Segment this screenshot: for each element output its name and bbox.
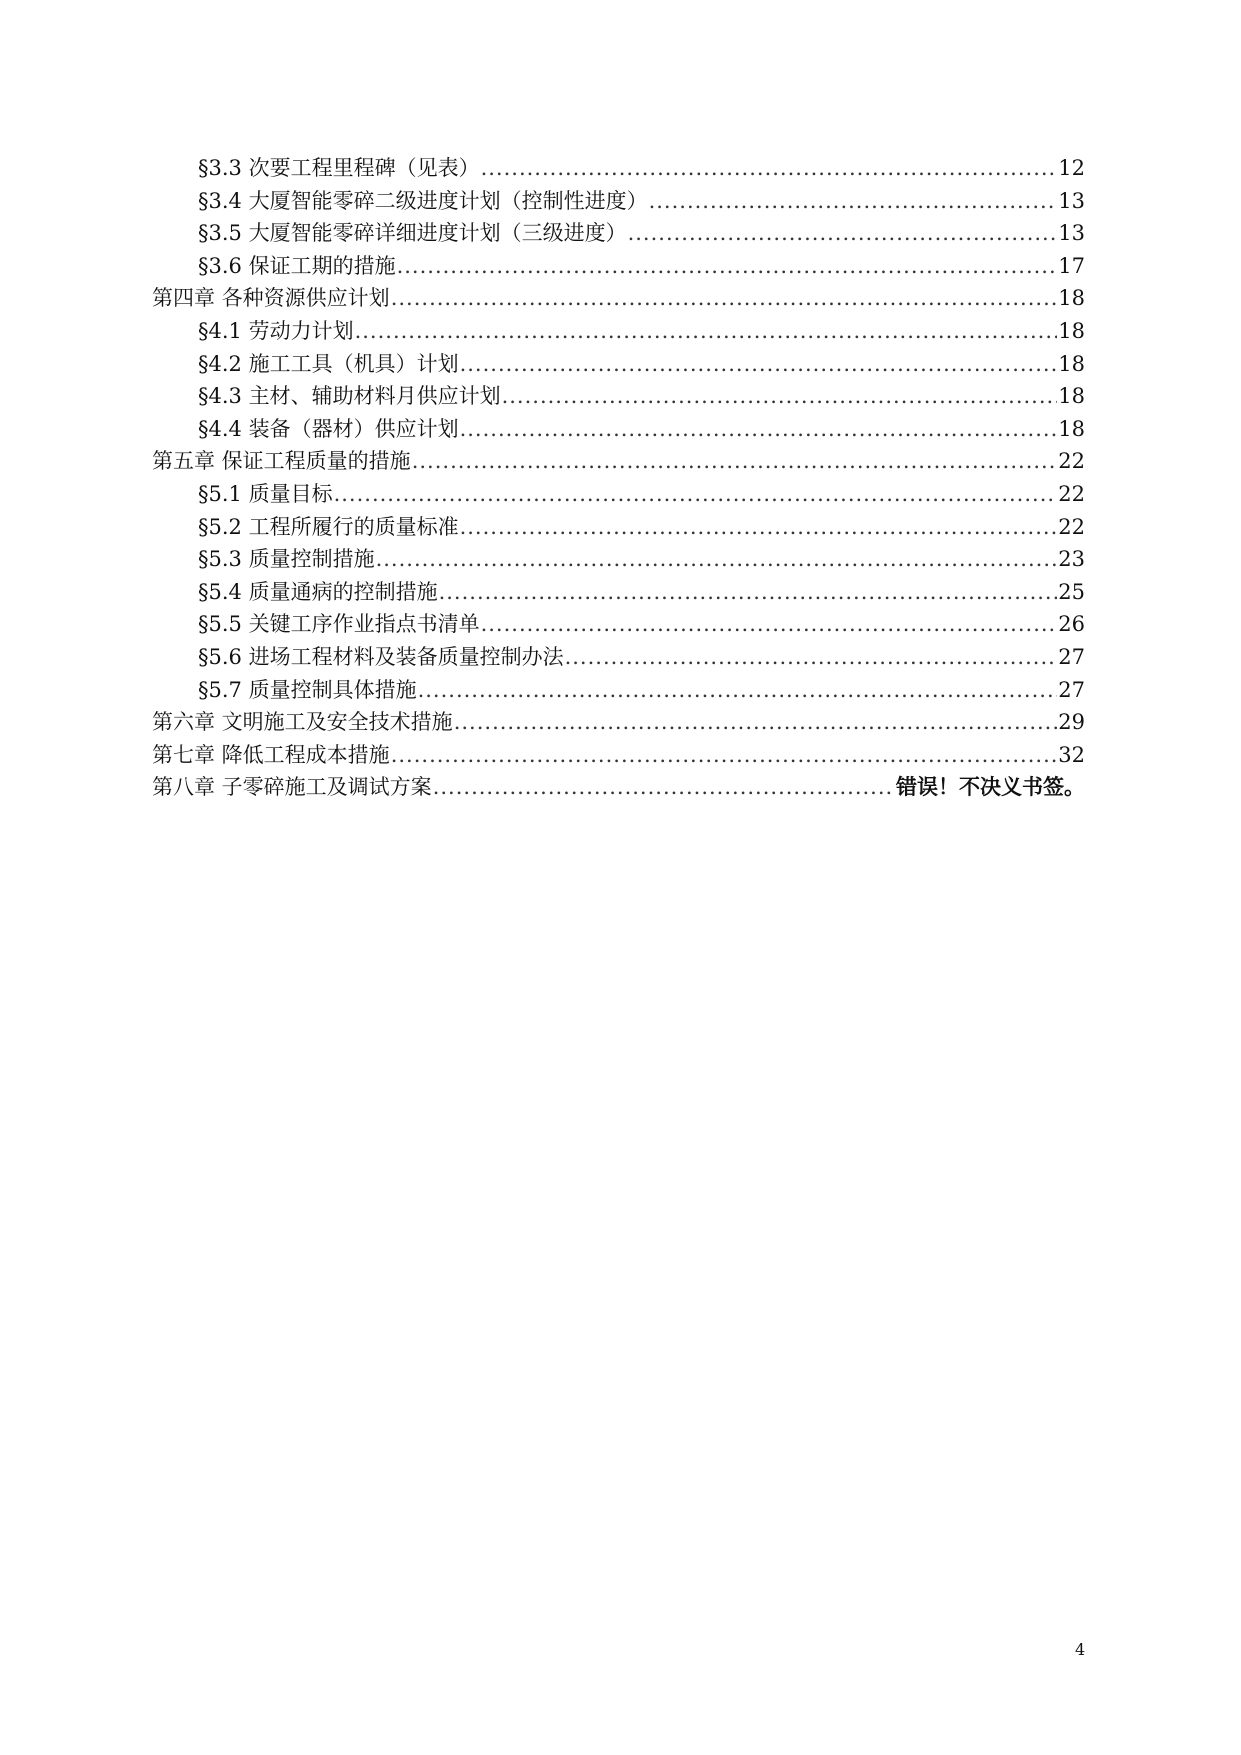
toc-dot-leader bbox=[502, 380, 1058, 413]
toc-section-entry[interactable] bbox=[152, 315, 1085, 348]
toc-dot-leader bbox=[391, 739, 1058, 772]
toc-section-entry[interactable] bbox=[152, 217, 1085, 250]
toc-chapter-entry[interactable] bbox=[152, 706, 1085, 739]
toc-entry-page: 13 bbox=[1058, 188, 1085, 213]
toc-dot-leader bbox=[460, 413, 1058, 446]
toc-entry-label: 第七章 降低工程成本措施 bbox=[152, 742, 390, 767]
table-of-contents bbox=[152, 152, 1085, 804]
toc-entry-label: §5.4 质量通病的控制措施 bbox=[198, 579, 438, 604]
toc-section-entry[interactable] bbox=[152, 348, 1085, 381]
toc-entry-page: 25 bbox=[1058, 579, 1085, 604]
toc-entry-label: 第八章 子零碎施工及调试方案 bbox=[152, 775, 432, 800]
toc-section-entry[interactable] bbox=[152, 641, 1085, 674]
toc-dot-leader bbox=[376, 543, 1058, 576]
toc-dot-leader bbox=[433, 771, 895, 804]
toc-entry-label: §5.6 进场工程材料及装备质量控制办法 bbox=[198, 644, 564, 669]
toc-entry-label: §4.4 装备（器材）供应计划 bbox=[198, 416, 459, 441]
toc-section-entry[interactable] bbox=[152, 511, 1085, 544]
toc-section-entry[interactable] bbox=[152, 608, 1085, 641]
toc-entry-page: 32 bbox=[1058, 742, 1085, 767]
toc-entry-label: §5.5 关键工序作业指点书清单 bbox=[198, 612, 480, 637]
toc-section-entry[interactable] bbox=[152, 576, 1085, 609]
toc-entry-label: §5.2 工程所履行的质量标准 bbox=[198, 514, 459, 539]
toc-entry-page: 12 bbox=[1058, 156, 1085, 180]
toc-dot-leader bbox=[460, 348, 1058, 381]
toc-dot-leader bbox=[391, 282, 1058, 315]
toc-entry-label: §3.6 保证工期的措施 bbox=[198, 253, 396, 278]
toc-section-entry[interactable] bbox=[152, 674, 1085, 707]
toc-dot-leader bbox=[412, 445, 1058, 478]
toc-entry-label: §3.5 大厦智能零碎详细进度计划（三级进度） bbox=[198, 221, 627, 246]
toc-entry-page: 13 bbox=[1058, 221, 1085, 246]
toc-section-entry[interactable] bbox=[152, 413, 1085, 446]
toc-dot-leader bbox=[481, 152, 1058, 185]
toc-bookmark-error: 错误！不决义书签。 bbox=[896, 775, 1085, 800]
toc-entry-label: §3.3 次要工程里程碑（见表） bbox=[198, 156, 480, 180]
toc-entry-label: §3.4 大厦智能零碎二级进度计划（控制性进度） bbox=[198, 188, 648, 213]
toc-entry-page: 18 bbox=[1058, 286, 1085, 311]
toc-entry-page: 26 bbox=[1058, 612, 1085, 637]
toc-entry-page: 22 bbox=[1058, 514, 1085, 539]
toc-section-entry[interactable] bbox=[152, 185, 1085, 218]
toc-chapter-entry[interactable] bbox=[152, 445, 1085, 478]
toc-entry-page: 29 bbox=[1058, 710, 1085, 735]
page-number: 4 bbox=[1075, 1640, 1086, 1659]
toc-section-entry[interactable] bbox=[152, 380, 1085, 413]
toc-entry-label: 第五章 保证工程质量的措施 bbox=[152, 449, 411, 474]
toc-dot-leader bbox=[628, 217, 1058, 250]
toc-dot-leader bbox=[418, 674, 1058, 707]
toc-chapter-entry[interactable] bbox=[152, 771, 1085, 804]
toc-entry-page: 17 bbox=[1058, 253, 1085, 278]
toc-entry-page: 18 bbox=[1058, 384, 1085, 409]
toc-entry-label: §4.3 主材、辅助材料月供应计划 bbox=[198, 384, 501, 409]
toc-entry-page: 18 bbox=[1058, 416, 1085, 441]
toc-entry-page: 23 bbox=[1058, 547, 1085, 572]
toc-entry-page: 27 bbox=[1058, 677, 1085, 702]
toc-entry-page: 18 bbox=[1058, 351, 1085, 376]
toc-entry-page: 22 bbox=[1058, 481, 1085, 506]
toc-section-entry[interactable] bbox=[152, 152, 1085, 185]
toc-section-entry[interactable] bbox=[152, 478, 1085, 511]
toc-dot-leader bbox=[460, 511, 1058, 544]
toc-entry-label: §4.2 施工工具（机具）计划 bbox=[198, 351, 459, 376]
toc-dot-leader bbox=[355, 315, 1058, 348]
toc-entry-label: 第六章 文明施工及安全技术措施 bbox=[152, 710, 453, 735]
toc-section-entry[interactable] bbox=[152, 543, 1085, 576]
toc-entry-page: 27 bbox=[1058, 644, 1085, 669]
toc-entry-page: 22 bbox=[1058, 449, 1085, 474]
toc-entry-label: §5.1 质量目标 bbox=[198, 481, 333, 506]
toc-dot-leader bbox=[481, 608, 1058, 641]
toc-entry-label: §4.1 劳动力计划 bbox=[198, 318, 354, 343]
toc-dot-leader bbox=[397, 250, 1058, 283]
toc-entry-label: §5.7 质量控制具体措施 bbox=[198, 677, 417, 702]
toc-chapter-entry[interactable] bbox=[152, 739, 1085, 772]
toc-dot-leader bbox=[649, 185, 1058, 218]
toc-dot-leader bbox=[439, 576, 1058, 609]
toc-entry-label: §5.3 质量控制措施 bbox=[198, 547, 375, 572]
toc-dot-leader bbox=[565, 641, 1058, 674]
toc-dot-leader bbox=[334, 478, 1058, 511]
toc-entry-page: 18 bbox=[1058, 318, 1085, 343]
toc-section-entry[interactable] bbox=[152, 250, 1085, 283]
toc-entry-label: 第四章 各种资源供应计划 bbox=[152, 286, 390, 311]
toc-dot-leader bbox=[454, 706, 1058, 739]
toc-chapter-entry[interactable] bbox=[152, 282, 1085, 315]
